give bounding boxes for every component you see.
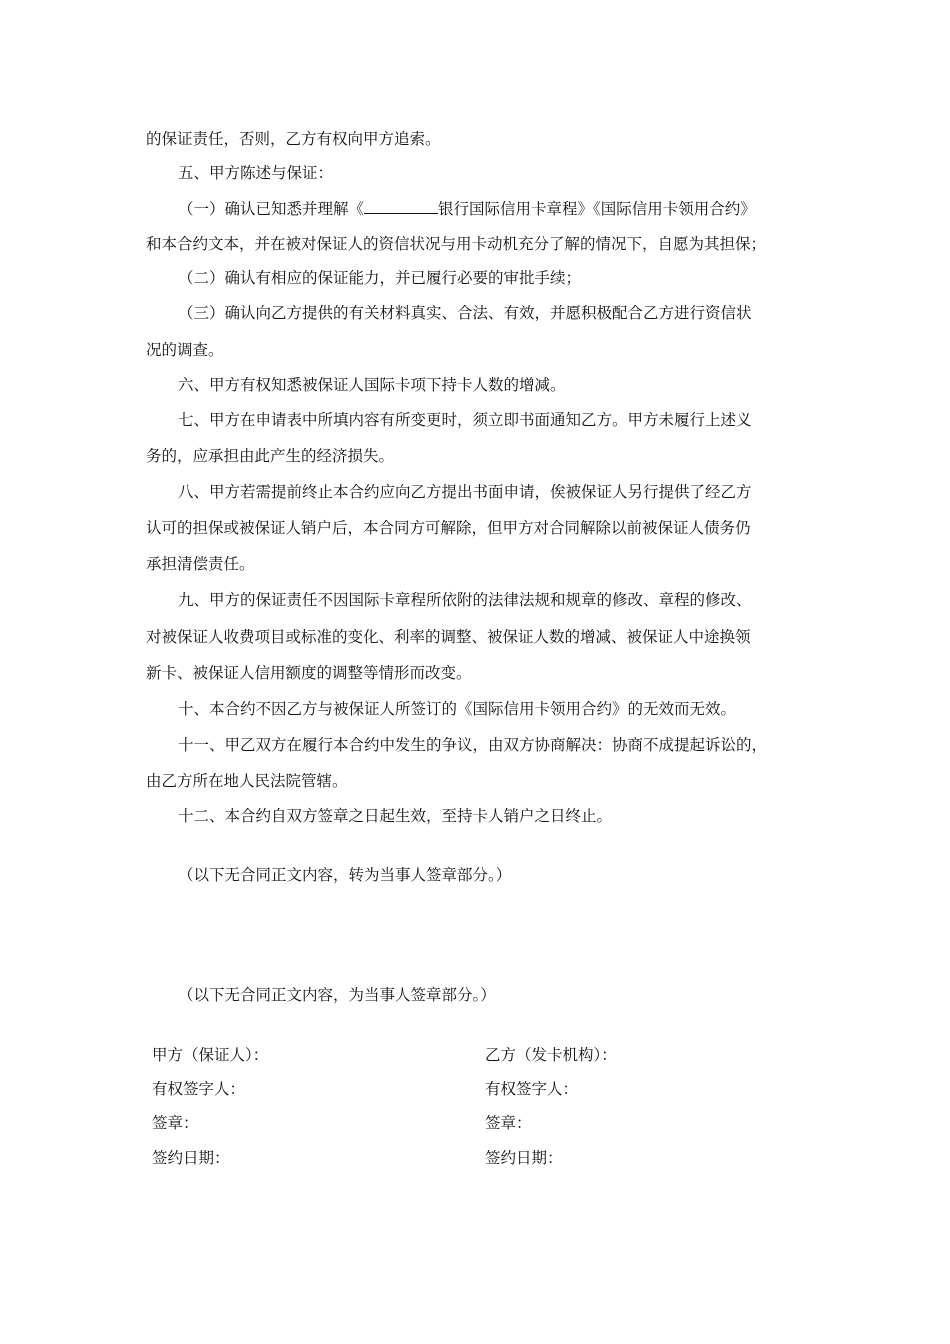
party-b-signer-label: 有权签字人： <box>485 1080 579 1098</box>
section-heading-5: 五、甲方陈述与保证： <box>178 164 334 182</box>
party-b-label: 乙方（发卡机构）： <box>485 1046 617 1064</box>
paragraph-text: 的保证责任，否则，乙方有权向甲方追索。 <box>146 130 441 148</box>
section-11-line-1: 十一、甲乙双方在履行本合约中发生的争议，由双方协商解决：协商不成提起诉讼的， <box>178 736 768 754</box>
section-9-line-3: 新卡、被保证人信用额度的调整等情形而改变。 <box>146 664 472 682</box>
section-11-line-2: 由乙方所在地人民法院管辖。 <box>146 772 348 790</box>
section-10: 十、本合约不因乙方与被保证人所签订的《国际信用卡领用合约》的无效而无效。 <box>178 700 737 718</box>
end-note-1: （以下无合同正文内容，转为当事人签章部分。） <box>178 866 512 884</box>
section-12: 十二、本合约自双方签章之日起生效，至持卡人销户之日终止。 <box>178 807 613 825</box>
clause-5-1-line-1 <box>178 198 756 219</box>
section-8-line-3: 承担清偿责任。 <box>146 555 255 573</box>
party-a-label: 甲方（保证人）： <box>152 1046 269 1064</box>
party-b-seal-label: 签章： <box>485 1114 532 1132</box>
section-8-line-1: 八、甲方若需提前终止本合约应向乙方提出书面申请，俟被保证人另行提供了经乙方 <box>178 483 752 501</box>
section-8-line-2: 认可的担保或被保证人销户后，本合同方可解除，但甲方对合同解除以前被保证人债务仍 <box>146 519 751 537</box>
party-a-signer-label: 有权签字人： <box>152 1080 246 1098</box>
clause-5-2: （二）确认有相应的保证能力，并已履行必要的审批手续； <box>178 269 582 287</box>
section-9-line-1: 九、甲方的保证责任不因国际卡章程所依附的法律法规和规章的修改、章程的修改、 <box>178 591 752 609</box>
clause-5-1-text-a: （一）确认已知悉并理解《 <box>178 200 365 218</box>
party-a-date-label: 签约日期： <box>152 1149 230 1167</box>
clause-5-1-line-2: 和本合约文本，并在被对保证人的资信状况与用卡动机充分了解的情况下，自愿为其担保； <box>146 235 767 253</box>
end-note-2: （以下无合同正文内容，为当事人签章部分。） <box>178 986 496 1004</box>
section-7-line-1: 七、甲方在申请表中所填内容有所变更时，须立即书面通知乙方。甲方未履行上述义 <box>178 411 752 429</box>
section-7-line-2: 务的，应承担由此产生的经济损失。 <box>146 447 395 465</box>
clause-5-3-line-1: （三）确认向乙方提供的有关材料真实、合法、有效，并愿积极配合乙方进行资信状 <box>178 304 752 322</box>
section-6: 六、甲方有权知悉被保证人国际卡项下持卡人数的增减。 <box>178 376 566 394</box>
party-a-seal-label: 签章： <box>152 1114 199 1132</box>
clause-5-1-text-b: 银行国际信用卡章程》《国际信用卡领用合约》 <box>438 200 756 218</box>
section-9-line-2: 对被保证人收费项目或标准的变化、利率的调整、被保证人数的增减、被保证人中途换领 <box>146 628 751 646</box>
bank-name-blank <box>364 198 438 214</box>
party-b-date-label: 签约日期： <box>485 1149 563 1167</box>
clause-5-3-line-2: 况的调查。 <box>146 341 224 359</box>
